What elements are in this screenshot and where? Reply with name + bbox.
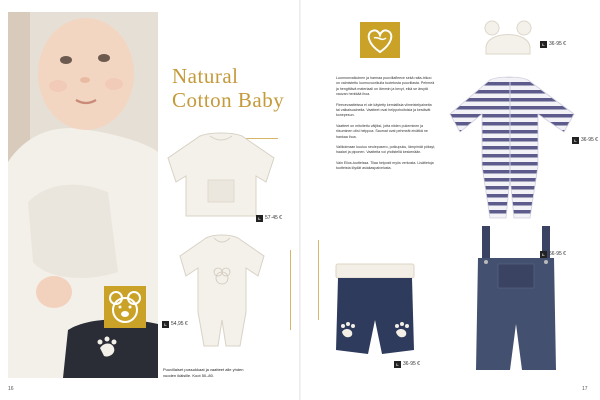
price-hat-text: 36·95 € xyxy=(549,41,566,47)
heading-line2: Cotton Baby xyxy=(172,88,285,112)
price-romper-text: 54,95 € xyxy=(171,321,188,327)
price-pants-text: 36·95 € xyxy=(403,361,420,367)
price-overalls-text: 56·95 € xyxy=(549,251,566,257)
heart-icon xyxy=(360,22,400,58)
page-number-right: 17 xyxy=(582,386,588,392)
sleepsuit-image xyxy=(446,74,578,222)
pants-product[interactable] xyxy=(330,262,420,360)
body-paragraph: Vain Ellos-tuotteissa. Tilaa helposti myös verkosta. Lisätietoja tuotteista löydät asiakaspalvelusta. xyxy=(336,160,434,171)
price-symbol: L xyxy=(256,215,263,222)
price-sleepsuit xyxy=(572,136,598,144)
sweater-image xyxy=(162,128,280,220)
price-hat xyxy=(540,40,566,48)
price-symbol: L xyxy=(540,41,547,48)
bear-icon xyxy=(104,286,146,328)
photo-caption: Puuvillaiset pussukkaat ja vaatteet alle yhden vuoden ikäisille. Koot 50–80. xyxy=(163,367,244,378)
price-symbol: L xyxy=(162,321,169,328)
body-paragraph: Vaatteet on mitoitettu väljiksi, jotta niiden pukeminen ja riisuminen olisi helppoa. Saumat ovat pehmeät eivätkä ne hankaa ihoa. xyxy=(336,123,428,139)
price-symbol: L xyxy=(572,137,579,144)
price-sweater xyxy=(256,214,282,222)
body-paragraph: Fleecevaatteissa ei ole käytetty kemiallisia viimeistelyaineita tai valkaisuaineita. Vaatteet ovat helppohoitoisia ja kestävät konepesun. xyxy=(336,102,432,118)
overalls-image xyxy=(468,224,564,374)
body-paragraph: Valikoimaan kuuluu neulepusero, potkupuku, lämpimät pöksyt, haalari ja piponen. Vaatteita voi yhdistellä keskenään. xyxy=(336,145,436,155)
body-paragraph: Luonnonvalkoinen ja harmaa puuvillafleece sekä raita-trikoo on valmistettu luomuvuorikulla tuotetusta puuvillasta. Pehmeä ja hengittävä materiaali on lämmin ja kevyt, eikä se ärsytä vauvan herkkää ihoa. xyxy=(336,76,435,97)
price-romper xyxy=(162,320,188,328)
romper-image xyxy=(174,232,270,350)
gold-line-romper xyxy=(290,250,291,330)
page-number-left: 16 xyxy=(8,386,14,392)
heading-line1: Natural xyxy=(172,64,239,88)
logo-box xyxy=(360,22,400,58)
price-symbol: L xyxy=(540,251,547,258)
price-overalls xyxy=(540,250,566,258)
hat-image xyxy=(482,18,534,58)
hat-product[interactable] xyxy=(482,18,534,58)
gold-line-pants xyxy=(318,240,319,320)
page-gutter xyxy=(299,0,301,400)
product-description xyxy=(336,76,436,177)
overalls-product[interactable] xyxy=(468,224,564,374)
romper-product[interactable] xyxy=(174,232,270,350)
price-pants xyxy=(394,360,420,368)
bear-badge xyxy=(104,286,146,328)
price-sweater-text: 57·45 € xyxy=(265,215,282,221)
catalog-heading xyxy=(172,64,284,112)
price-symbol: L xyxy=(394,361,401,368)
sleepsuit-product[interactable] xyxy=(446,74,578,222)
price-sleepsuit-text: 36·95 € xyxy=(581,137,598,143)
pants-image xyxy=(330,262,420,360)
sweater-product[interactable] xyxy=(162,128,280,220)
